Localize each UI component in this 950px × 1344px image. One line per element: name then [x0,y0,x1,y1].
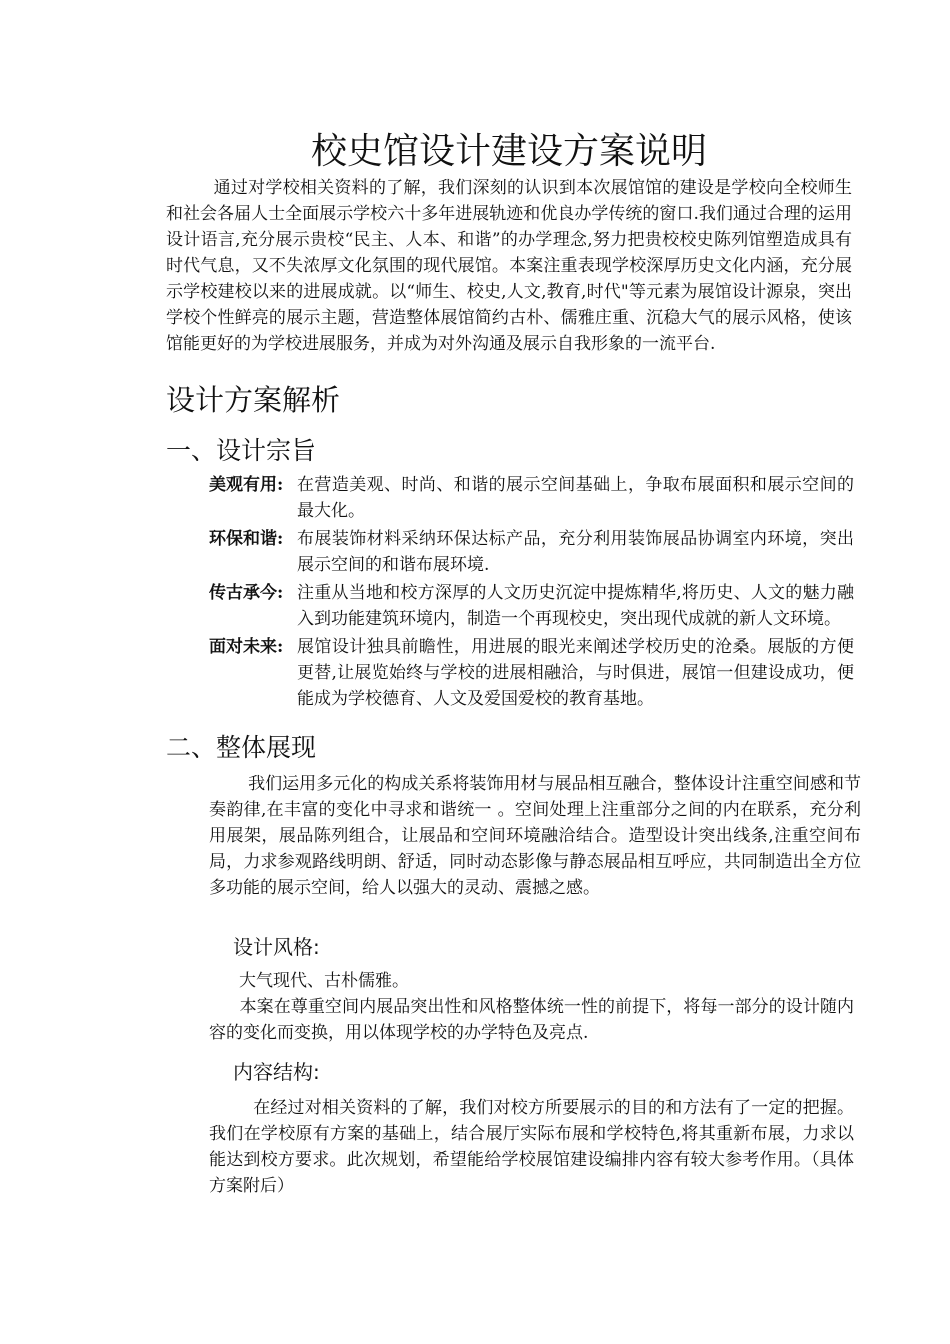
item-desc: 在营造美观、时尚、和谐的展示空间基础上，争取布展面积和展示空间的最大化。 [297,475,854,521]
list-item [209,526,854,578]
intro-paragraph: 通过对学校相关资料的了解，我们深刻的认识到本次展馆馆的建设是学校向全校师生和社会各届人士全面展示学校六十多年进展轨迹和优良办学传统的窗口.我们通过合理的运用设计语言,充分展示贵校“民主、人本、和谐”的办学理念,努力把贵校校史陈列馆塑造成具有时代气息，又不失浓厚文化氛围的现代展馆。本案注重表现学校深厚历史文化内涵，充分展示学校建校以来的进展成就。以“师生、校史,人文,教育,时代"等元素为展馆设计源泉，突出学校个性鲜亮的展示主题，营造整体展馆简约古朴、儒雅庄重、沉稳大气的展示风格，使该馆能更好的为学校进展服务，并成为对外沟通及展示自我形象的一流平台. [166,178,852,354]
design-principles-list [209,472,854,714]
style-paragraph: 本案在尊重空间内展品突出性和风格整体统一性的前提下，将每一部分的设计随内容的变化而变换，用以体现学校的办学特色及亮点. [209,997,854,1043]
item-term: 美观有用: [209,475,284,495]
part2-heading: 二、整体展现 [166,733,317,762]
item-desc: 布展装饰材料采纳环保达标产品，充分利用装饰展品协调室内环境，突出展示空间的和谐布展环境. [297,529,854,575]
list-item [209,580,854,632]
item-term: 面对未来: [209,637,284,657]
list-item [209,634,854,712]
item-term: 传古承今: [209,583,284,603]
page-title: 校史馆设计建设方案说明 [310,131,707,172]
item-desc: 注重从当地和校方深厚的人文历史沉淀中提炼精华,将历史、人文的魅力融入到功能建筑环境内，制造一个再现校史，突出现代成就的新人文环境。 [297,583,854,629]
part1-heading: 一、设计宗旨 [166,436,317,465]
content-heading: 内容结构: [233,1060,320,1084]
style-line: 大气现代、古朴儒雅。 [239,971,409,991]
style-heading: 设计风格: [233,935,320,959]
list-item [209,472,854,524]
item-desc: 展馆设计独具前瞻性，用进展的眼光来阐述学校历史的沧桑。展版的方便更替,让展览始终与学校的进展相融洽，与时俱进，展馆一但建设成功，便能成为学校德育、人文及爱国爱校的教育基地。 [297,637,854,709]
part2-paragraph: 我们运用多元化的构成关系将装饰用材与展品相互融合，整体设计注重空间感和节奏韵律,在丰富的变化中寻求和谐统一 。空间处理上注重部分之间的内在联系，充分利用展架，展品陈列组合，让展品和空间环境融洽结合。造型设计突出线条,注重空间布局，力求参观路线明朗、舒适，同时动态影像与静态展品相互呼应，共同制造出全方位多功能的展示空间，给人以强大的灵动、震撼之感。 [209,774,861,898]
item-term: 环保和谐: [209,529,284,549]
content-paragraph: 在经过对相关资料的了解，我们对校方所要展示的目的和方法有了一定的把握。我们在学校原有方案的基础上，结合展厅实际布展和学校特色,将其重新布展，力求以能达到校方要求。此次规划，希望能给学校展馆建设编排内容有较大参考作用。（具体方案附后） [209,1098,854,1196]
section-heading: 设计方案解析 [166,383,341,417]
